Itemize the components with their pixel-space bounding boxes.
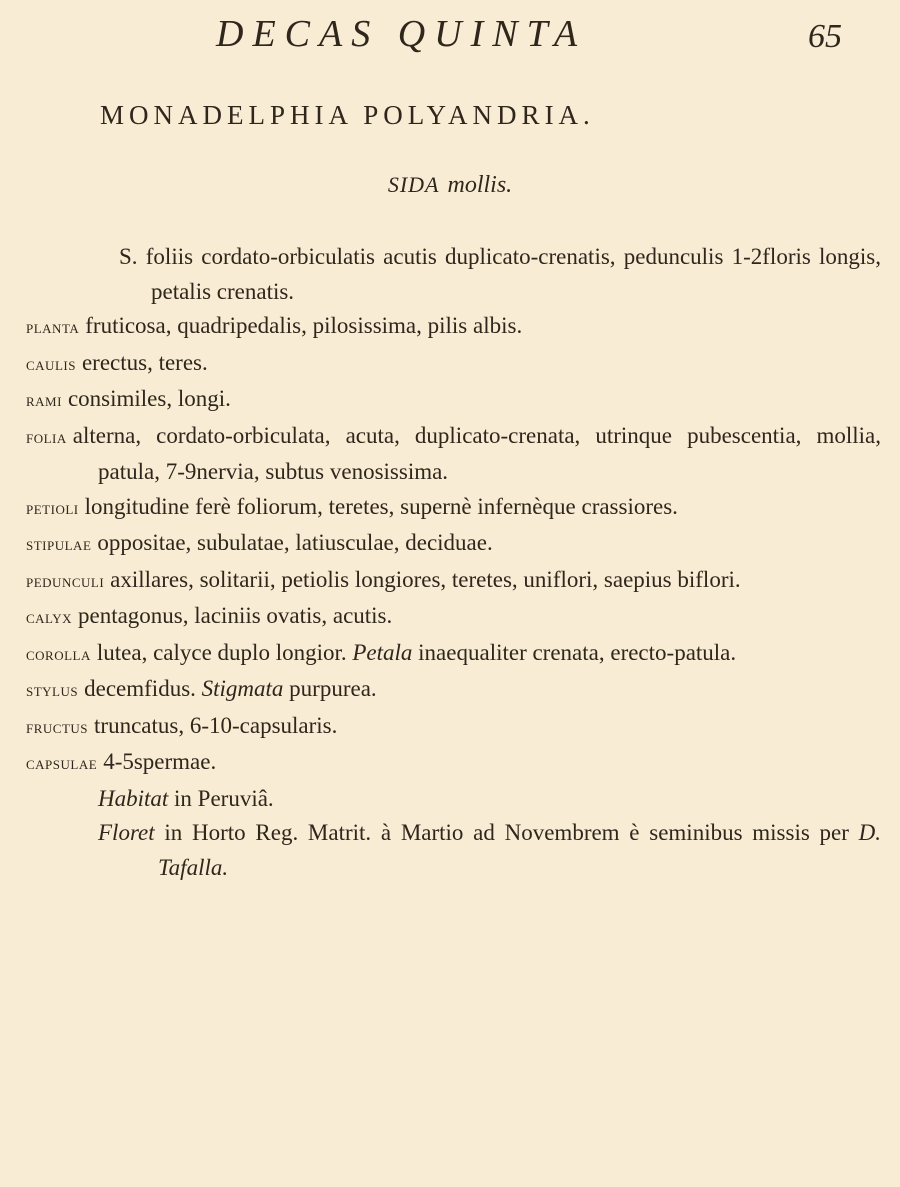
entry-italic: Petala: [352, 639, 413, 665]
entry-text: lutea, calyce duplo longior.: [96, 639, 347, 665]
entry-text: truncatus, 6-10-capsularis.: [94, 712, 338, 738]
entry-term: calyx: [26, 607, 72, 628]
entry-text: longitudine ferè foliorum, teretes, supernè infernèque crassiores.: [84, 493, 678, 519]
diagnosis: [26, 240, 881, 309]
running-head: [0, 8, 900, 58]
entry-caulis: [26, 346, 881, 383]
entry-italic: Stigmata: [201, 676, 284, 701]
page-number: 65: [808, 18, 842, 55]
entry-planta: [26, 309, 881, 346]
entry-term: planta: [26, 317, 80, 338]
description-body: [26, 240, 881, 885]
entry-text: oppositae, subulatae, latiusculae, deciduae.: [97, 530, 493, 555]
genus-name: SIDA: [387, 172, 440, 197]
habitat-note: [26, 782, 881, 817]
entry-term: stylus: [26, 680, 79, 701]
entry-capsulae: [26, 745, 881, 782]
entry-calyx: [26, 599, 881, 636]
floret-note: [26, 816, 881, 885]
entry-petioli: [26, 490, 881, 527]
habitat-label: Habitat: [98, 785, 169, 811]
entry-text: pentagonus, laciniis ovatis, acutis.: [77, 603, 393, 628]
entry-stipulae: [26, 526, 881, 563]
species-title: [0, 172, 900, 199]
entry-text: alterna, cordato-orbiculata, acuta, duplicato-crenata, utrinque pubescentia, mollia, patula, 7-9nervia, subtus venosissima.: [72, 422, 881, 484]
diagnosis-text: foliis cordato-orbiculatis acutis duplicato-crenatis, pedunculis 1-2floris longis, petalis crenatis.: [145, 244, 882, 304]
entry-term: rami: [26, 390, 62, 411]
species-epithet: mollis.: [447, 172, 513, 198]
entry-folia: [26, 419, 881, 490]
entry-term: petioli: [26, 497, 79, 519]
entry-text: decemfidus.: [84, 676, 196, 701]
entry-term: stipulae: [26, 534, 92, 555]
running-title: DECAS QUINTA: [216, 13, 587, 55]
floret-text: in Horto Reg. Matrit. à Martio ad Novembrem è seminibus missis per: [164, 820, 849, 845]
diagnosis-abbrev: S.: [119, 244, 138, 269]
entry-rami: [26, 382, 881, 419]
entry-corolla: [26, 636, 881, 673]
entry-term: caulis: [26, 353, 76, 375]
entry-term: folia: [26, 426, 67, 448]
entry-text: erectus, teres.: [81, 349, 208, 375]
entry-stylus: [26, 672, 881, 709]
entry-term: corolla: [26, 643, 91, 665]
entry-text-continued: inaequaliter crenata, erecto-patula.: [418, 639, 737, 665]
habitat-text: in Peruviâ.: [174, 785, 274, 811]
entry-text: fruticosa, quadripedalis, pilosissima, pilis albis.: [85, 313, 523, 338]
floret-collector: D. Tafalla.: [158, 820, 881, 880]
floret-label: Floret: [98, 820, 155, 845]
entry-term: capsulae: [26, 753, 98, 774]
entry-text: axillares, solitarii, petiolis longiores, teretes, uniflori, saepius biflori.: [110, 566, 741, 592]
entry-fructus: [26, 709, 881, 746]
entry-text-continued: purpurea.: [289, 676, 377, 701]
entry-text: consimiles, longi.: [67, 386, 231, 411]
entry-term: pedunculi: [26, 570, 105, 592]
section-title: MONADELPHIA POLYANDRIA.: [100, 100, 595, 130]
entry-text: 4-5spermae.: [103, 749, 217, 774]
entry-pedunculi: [26, 563, 881, 600]
entry-term: fructus: [26, 716, 89, 738]
